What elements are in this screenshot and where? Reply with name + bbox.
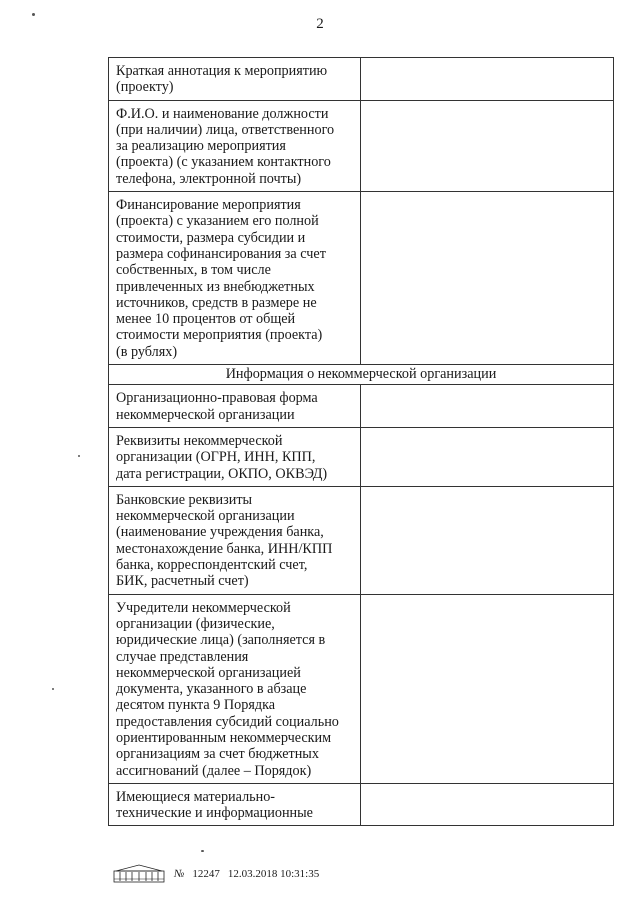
field-label-cell <box>109 783 361 826</box>
scan-speck <box>52 688 54 690</box>
scan-speck <box>201 850 204 852</box>
field-label: Банковские реквизиты некоммерческой организации (наименование учреждения банка, местонахождение банка, ИНН/КПП банка, корреспондентский счет, БИК, расчетный счет) <box>116 491 333 590</box>
table-row <box>109 783 614 826</box>
field-label-cell <box>109 486 361 594</box>
table-row <box>109 427 614 486</box>
field-label: Краткая аннотация к мероприятию (проекту) <box>116 63 328 96</box>
table-row <box>109 486 614 594</box>
field-value-cell[interactable] <box>361 100 614 191</box>
document-number: 12247 <box>192 868 220 880</box>
field-label-cell <box>109 58 361 101</box>
document-timestamp: 12.03.2018 10:31:35 <box>227 868 320 880</box>
field-label-cell <box>109 192 361 365</box>
field-label: Финансирование мероприятия (проекта) с указанием его полной стоимости, размера субсидии и размера софинансирования за счет собственных, в том числе привлеченных из внебюджетных источников, средств в размере не менее 10 процентов от общей стоимости мероприятия (проекта) (в рублях) <box>116 197 326 360</box>
page-number: 2 <box>316 16 324 32</box>
section-header-row <box>109 365 614 385</box>
registry-seal-icon <box>112 864 166 884</box>
field-label: Учредители некоммерческой организации (физические, юридические лица) (заполняется в случае представления некоммерческой организацией документа, указанного в абзаце десятом пункта 9 Порядка предоставления субсидий социально ориентированным некоммерческим организациям за счет бюджетных ассигнований (далее – Порядок) <box>116 599 339 779</box>
scan-speck <box>78 455 80 457</box>
table-row <box>109 58 614 101</box>
field-value-cell[interactable] <box>361 58 614 101</box>
table-row <box>109 192 614 365</box>
field-value-cell[interactable] <box>361 486 614 594</box>
field-label: Ф.И.О. и наименование должности (при наличии) лица, ответственного за реализацию мероприятия (проекта) (с указанием контактного телефона, электронной почты) <box>116 105 335 187</box>
field-label-cell <box>109 594 361 783</box>
field-label-cell <box>109 427 361 486</box>
scan-speck <box>32 13 35 16</box>
table-row <box>109 594 614 783</box>
field-label: Организационно-правовая форма некоммерческой организации <box>116 390 318 423</box>
field-value-cell[interactable] <box>361 594 614 783</box>
field-label: Имеющиеся материально- технические и информационные <box>116 788 313 822</box>
field-value-cell[interactable] <box>361 783 614 826</box>
field-value-cell[interactable] <box>361 385 614 428</box>
table-row <box>109 100 614 191</box>
section-title: Информация о некоммерческой организации <box>109 365 614 385</box>
application-form-table <box>108 57 614 826</box>
field-label: Реквизиты некоммерческой организации (ОГРН, ИНН, КПП, дата регистрации, ОКПО, ОКВЭД) <box>116 432 328 482</box>
field-label-cell <box>109 385 361 428</box>
table-row <box>109 385 614 428</box>
document-footer <box>112 864 319 884</box>
field-value-cell[interactable] <box>361 427 614 486</box>
document-number-symbol: № <box>174 868 185 880</box>
field-label-cell <box>109 100 361 191</box>
field-value-cell[interactable] <box>361 192 614 365</box>
